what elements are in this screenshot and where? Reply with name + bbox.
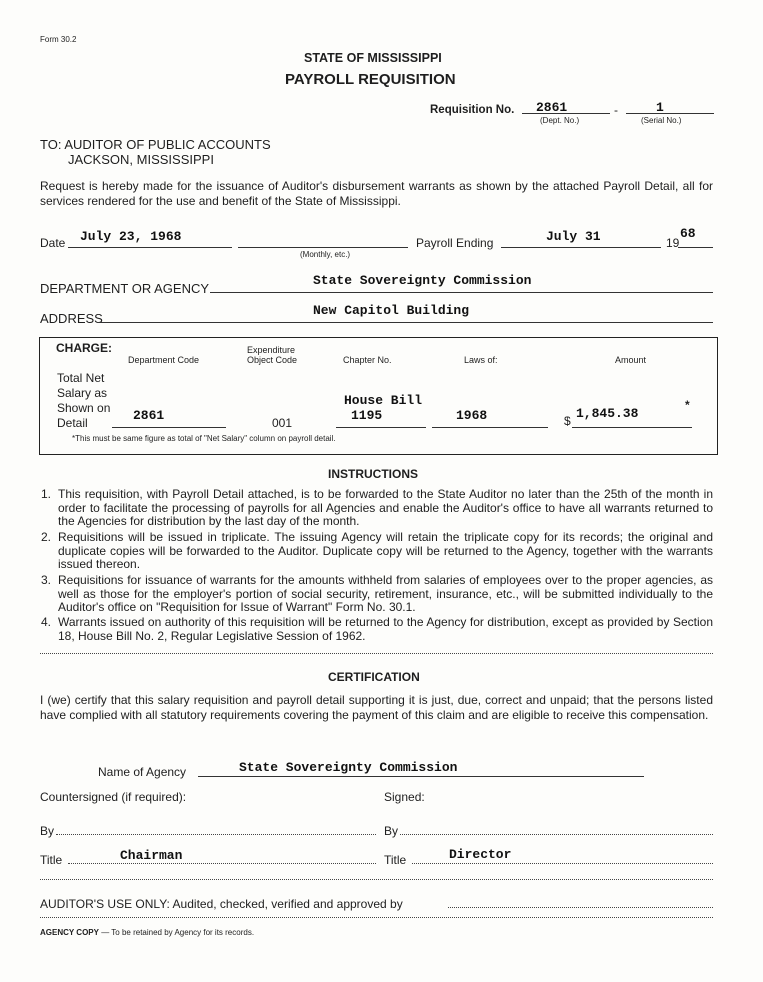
dept-no-caption: (Dept. No.) [540, 116, 580, 125]
col-expenditure-2: Object Code [247, 355, 298, 365]
right-title-label: Title [384, 853, 407, 867]
name-of-agency-label: Name of Agency [98, 765, 187, 779]
addressee-line-1: TO: AUDITOR OF PUBLIC ACCOUNTS [40, 137, 271, 152]
instruction-number: 3. [41, 573, 52, 587]
certification-heading: CERTIFICATION [328, 670, 420, 684]
left-title-value: Chairman [120, 848, 183, 863]
department-label: DEPARTMENT OR AGENCY [40, 281, 210, 296]
amount-asterisk: * [685, 398, 690, 412]
year-prefix: 19 [666, 236, 680, 250]
state-heading: STATE OF MISSISSIPPI [304, 51, 442, 65]
instruction-number: 4. [41, 615, 52, 629]
row-label-3: Shown on [57, 401, 111, 415]
requisition-dash: - [614, 103, 618, 117]
right-title-line [412, 863, 713, 864]
agency-copy-text: — To be retained by Agency for its records. [101, 928, 255, 937]
col-laws: Laws of: [464, 355, 498, 365]
instruction-text: Warrants issued on authority of this requisition will be returned to the Agency for distribution, except as provided by Section 18, House Bill No. 2, Regular Legislative Session of 1962. [58, 615, 713, 643]
amount-line [572, 427, 692, 428]
col-department-code: Department Code [128, 355, 200, 365]
col-expenditure-1: Expenditure [247, 345, 296, 355]
object-code-value: 001 [272, 416, 293, 430]
left-title-label: Title [40, 853, 63, 867]
instruction-text: Requisitions will be issued in triplicate. The issuing Agency will retain the triplicate copy for its records; the original and duplicate copies will be forwarded to the Auditor. Duplicate copy will be returned to the Agency, together with the warrants issued thereon. [58, 530, 713, 571]
instruction-text: This requisition, with Payroll Detail attached, is to be forwarded to the State Auditor no later than the 25th of the month in order to facilitate the processing of payrolls for all Agencies and enable the Auditor's office to have all warrants returned to the Agencies for distribution by the last day of the month. [58, 487, 713, 528]
address-value: New Capitol Building [313, 303, 470, 318]
left-by-label: By [40, 824, 55, 838]
instruction-number: 1. [41, 487, 52, 501]
name-of-agency-value: State Sovereignty Commission [239, 760, 458, 775]
monthly-caption: (Monthly, etc.) [300, 250, 351, 259]
laws-line [432, 427, 548, 428]
dept-no-value: 2861 [536, 100, 568, 115]
charge-label: CHARGE: [56, 341, 112, 355]
laws-of-value: 1968 [456, 408, 488, 423]
instruction-text: Requisitions for issuance of warrants for the amounts withheld from salaries of employees over to the proper agencies, as well as those for the employer's portion of social security, retirement, insurance, etc., will be submitted individually to the Auditor's office on "Requisition for Issue of Warrant" Form No. 30.1. [58, 573, 713, 614]
amount-value: 1,845.38 [576, 406, 639, 421]
date-value: July 23, 1968 [80, 229, 182, 244]
right-title-value: Director [449, 847, 512, 862]
charge-footnote: *This must be same figure as total of "Net Salary" column on payroll detail. [72, 434, 336, 443]
right-by-line [400, 834, 713, 835]
auditor-approval-line [448, 907, 713, 908]
payroll-ending-value: July 31 [546, 229, 601, 244]
address-line [98, 322, 713, 323]
auditor-use-label: AUDITOR'S USE ONLY: Audited, checked, verified and approved by [40, 897, 403, 911]
instruction-number: 2. [41, 530, 52, 544]
name-of-agency-line [198, 776, 644, 777]
department-code-value: 2861 [133, 408, 165, 423]
date-label: Date [40, 236, 66, 250]
countersigned-label: Countersigned (if required): [40, 790, 187, 804]
left-by-line [56, 834, 376, 835]
payroll-ending-label: Payroll Ending [416, 236, 494, 250]
chapter-value-line-2: 1195 [351, 408, 383, 423]
signed-label: Signed: [384, 790, 425, 804]
row-label-2: Salary as [57, 386, 108, 400]
form-number: Form 30.2 [40, 35, 77, 44]
chapter-value-line-1: House Bill [344, 393, 423, 408]
footer-divider [40, 917, 713, 918]
col-chapter: Chapter No. [343, 355, 392, 365]
serial-no-caption: (Serial No.) [641, 116, 682, 125]
col-amount: Amount [615, 355, 647, 365]
instructions-heading: INSTRUCTIONS [328, 467, 418, 481]
left-title-line [68, 863, 376, 864]
department-code-line [112, 427, 226, 428]
monthly-line [238, 247, 408, 248]
payroll-ending-line [501, 247, 661, 248]
serial-no-line [626, 113, 714, 114]
certification-divider [40, 879, 713, 880]
department-line [210, 292, 713, 293]
agency-copy-note [40, 928, 254, 937]
page-title: PAYROLL REQUISITION [285, 71, 456, 88]
addressee-line-2: JACKSON, MISSISSIPPI [68, 152, 214, 167]
serial-no-value: 1 [656, 100, 664, 115]
right-by-label: By [384, 824, 399, 838]
agency-copy-label: AGENCY COPY [40, 928, 99, 937]
chapter-line [336, 427, 426, 428]
row-label-4: Detail [57, 416, 88, 430]
address-label: ADDRESS [40, 311, 103, 326]
year-suffix: 68 [680, 226, 696, 241]
date-line [68, 247, 232, 248]
amount-dollar: $ [564, 414, 571, 428]
certification-paragraph: I (we) certify that this salary requisition and payroll detail supporting it is just, due, correct and unpaid; that the persons listed have complied with all statutory requirements covering the payment of this claim and are eligible to receive this compensation. [40, 693, 713, 722]
instructions-divider [40, 653, 713, 654]
request-paragraph: Request is hereby made for the issuance of Auditor's disbursement warrants as shown by the attached Payroll Detail, all for services rendered for the use and benefit of the State of Mississippi. [40, 179, 713, 208]
row-label-1: Total Net [57, 371, 105, 385]
year-line [678, 247, 713, 248]
requisition-label: Requisition No. [430, 104, 515, 116]
department-value: State Sovereignty Commission [313, 273, 532, 288]
